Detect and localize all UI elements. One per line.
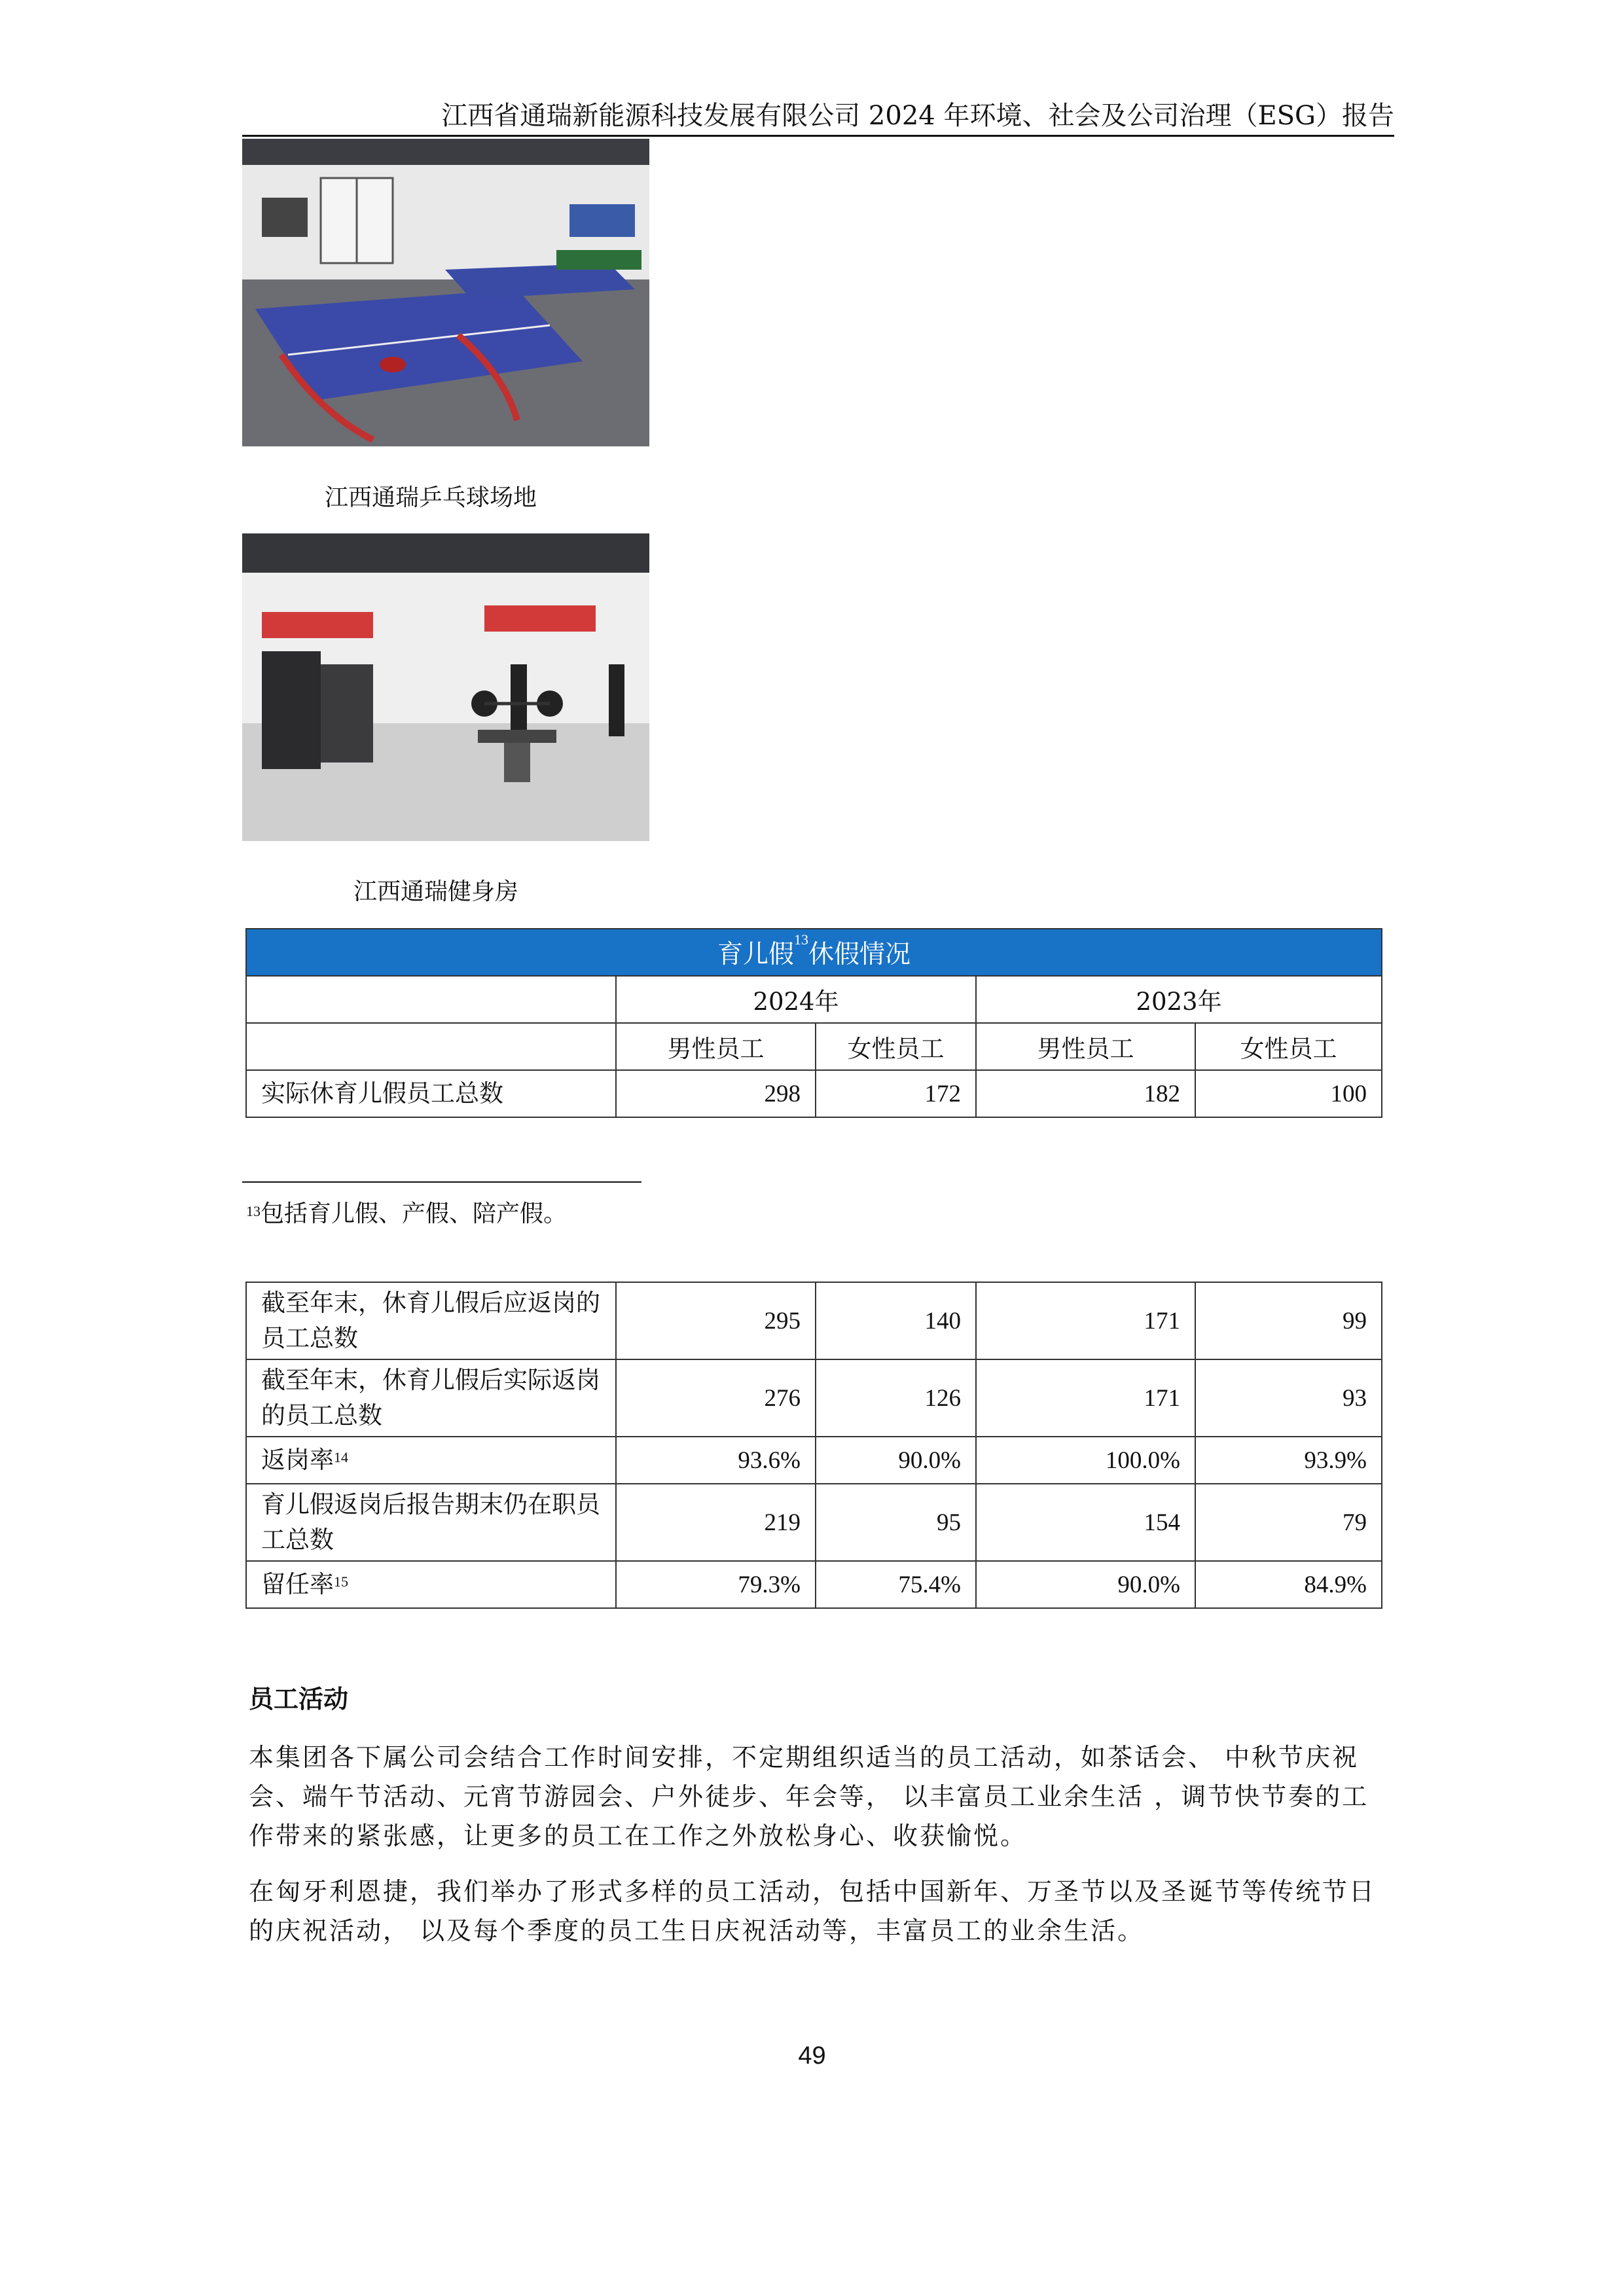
cell-value: 172 [816,1070,976,1117]
subheader-female-2024: 女性员工 [816,1023,976,1070]
cell-value: 99 [1195,1282,1382,1359]
row-label-text: 留任率 [261,1570,334,1598]
cell-value: 75.4% [816,1561,976,1608]
row-label: 截至年末，休育儿假后应返岗的员工总数 [246,1282,616,1359]
gym-photo [242,533,649,841]
parental-leave-table [245,928,1382,1118]
paragraph: 本集团各下属公司会结合工作时间安排，不定期组织适当的员工活动，如茶话会、 中秋节庆祝会、端午节活动、元宵节游园会、户外徒步、年会等， 以丰富员工业余生活 ，调节快节奏的工作带来的紧张感，让更多的员工在工作之外放松身心、收获愉悦。 [249,1743,1369,1850]
cell-value: 276 [616,1359,816,1437]
footnote-text: 包括育儿假、产假、陪产假。 [261,1200,568,1227]
table-row [246,1484,1382,1561]
table-title [246,929,1382,976]
cell-value: 95 [816,1484,976,1561]
cell-value: 90.0% [976,1561,1195,1608]
section-heading: 员工活动 [249,1685,349,1713]
row-label [246,1561,616,1608]
footnote-rule [242,1181,641,1183]
cell-value: 79 [1195,1484,1382,1561]
table-row [246,1359,1382,1437]
parental-leave-table-continued [245,1282,1382,1609]
empty-cell [246,976,616,1023]
table-title-main: 育儿假 [717,940,794,969]
year-header-2023: 2023年 [976,976,1382,1023]
cell-value: 93.6% [616,1437,816,1484]
page-number: 49 [798,2042,826,2070]
cell-value: 126 [816,1359,976,1437]
cell-value: 219 [616,1484,816,1561]
subheader-male-2023: 男性员工 [976,1023,1195,1070]
report-header: 江西省通瑞新能源科技发展有限公司 2024 年环境、社会及公司治理（ESG）报告 [441,101,1394,131]
photo-caption-table-tennis: 江西通瑞乒乓球场地 [325,484,537,511]
cell-value: 295 [616,1282,816,1359]
footnote-ref: 15 [334,1573,348,1590]
table-tennis-photo [242,139,649,446]
table-row [246,1070,1382,1117]
paragraph: 在匈牙利恩捷，我们举办了形式多样的员工活动，包括中国新年、万圣节以及圣诞节等传统节日的庆祝活动， 以及每个季度的员工生日庆祝活动等，丰富员工的业余生活。 [249,1877,1377,1945]
table-row [246,1437,1382,1484]
cell-value: 84.9% [1195,1561,1382,1608]
cell-value: 171 [976,1359,1195,1437]
footnote-ref: 14 [334,1449,348,1465]
empty-cell [246,1023,616,1070]
photo-caption-gym: 江西通瑞健身房 [353,878,519,905]
cell-value: 100 [1195,1070,1382,1117]
row-label: 育儿假返岗后报告期末仍在职员工总数 [246,1484,616,1561]
cell-value: 90.0% [816,1437,976,1484]
table-title-footnote-ref: 13 [794,931,808,948]
footnote [246,1199,567,1229]
row-label: 截至年末，休育儿假后实际返岗的员工总数 [246,1359,616,1437]
row-label-text: 返岗率 [261,1446,334,1474]
table-title-rest: 休假情况 [808,940,911,969]
footnote-number: 13 [246,1203,261,1219]
cell-value: 171 [976,1282,1195,1359]
cell-value: 79.3% [616,1561,816,1608]
cell-value: 140 [816,1282,976,1359]
cell-value: 298 [616,1070,816,1117]
header-rule [242,135,1394,137]
table-row [246,1561,1382,1608]
cell-value: 154 [976,1484,1195,1561]
row-label: 实际休育儿假员工总数 [246,1070,616,1117]
year-header-2024: 2024年 [616,976,976,1023]
cell-value: 93.9% [1195,1437,1382,1484]
cell-value: 100.0% [976,1437,1195,1484]
cell-value: 182 [976,1070,1195,1117]
cell-value: 93 [1195,1359,1382,1437]
row-label [246,1437,616,1484]
subheader-male-2024: 男性员工 [616,1023,816,1070]
subheader-female-2023: 女性员工 [1195,1023,1382,1070]
table-row [246,1282,1382,1359]
